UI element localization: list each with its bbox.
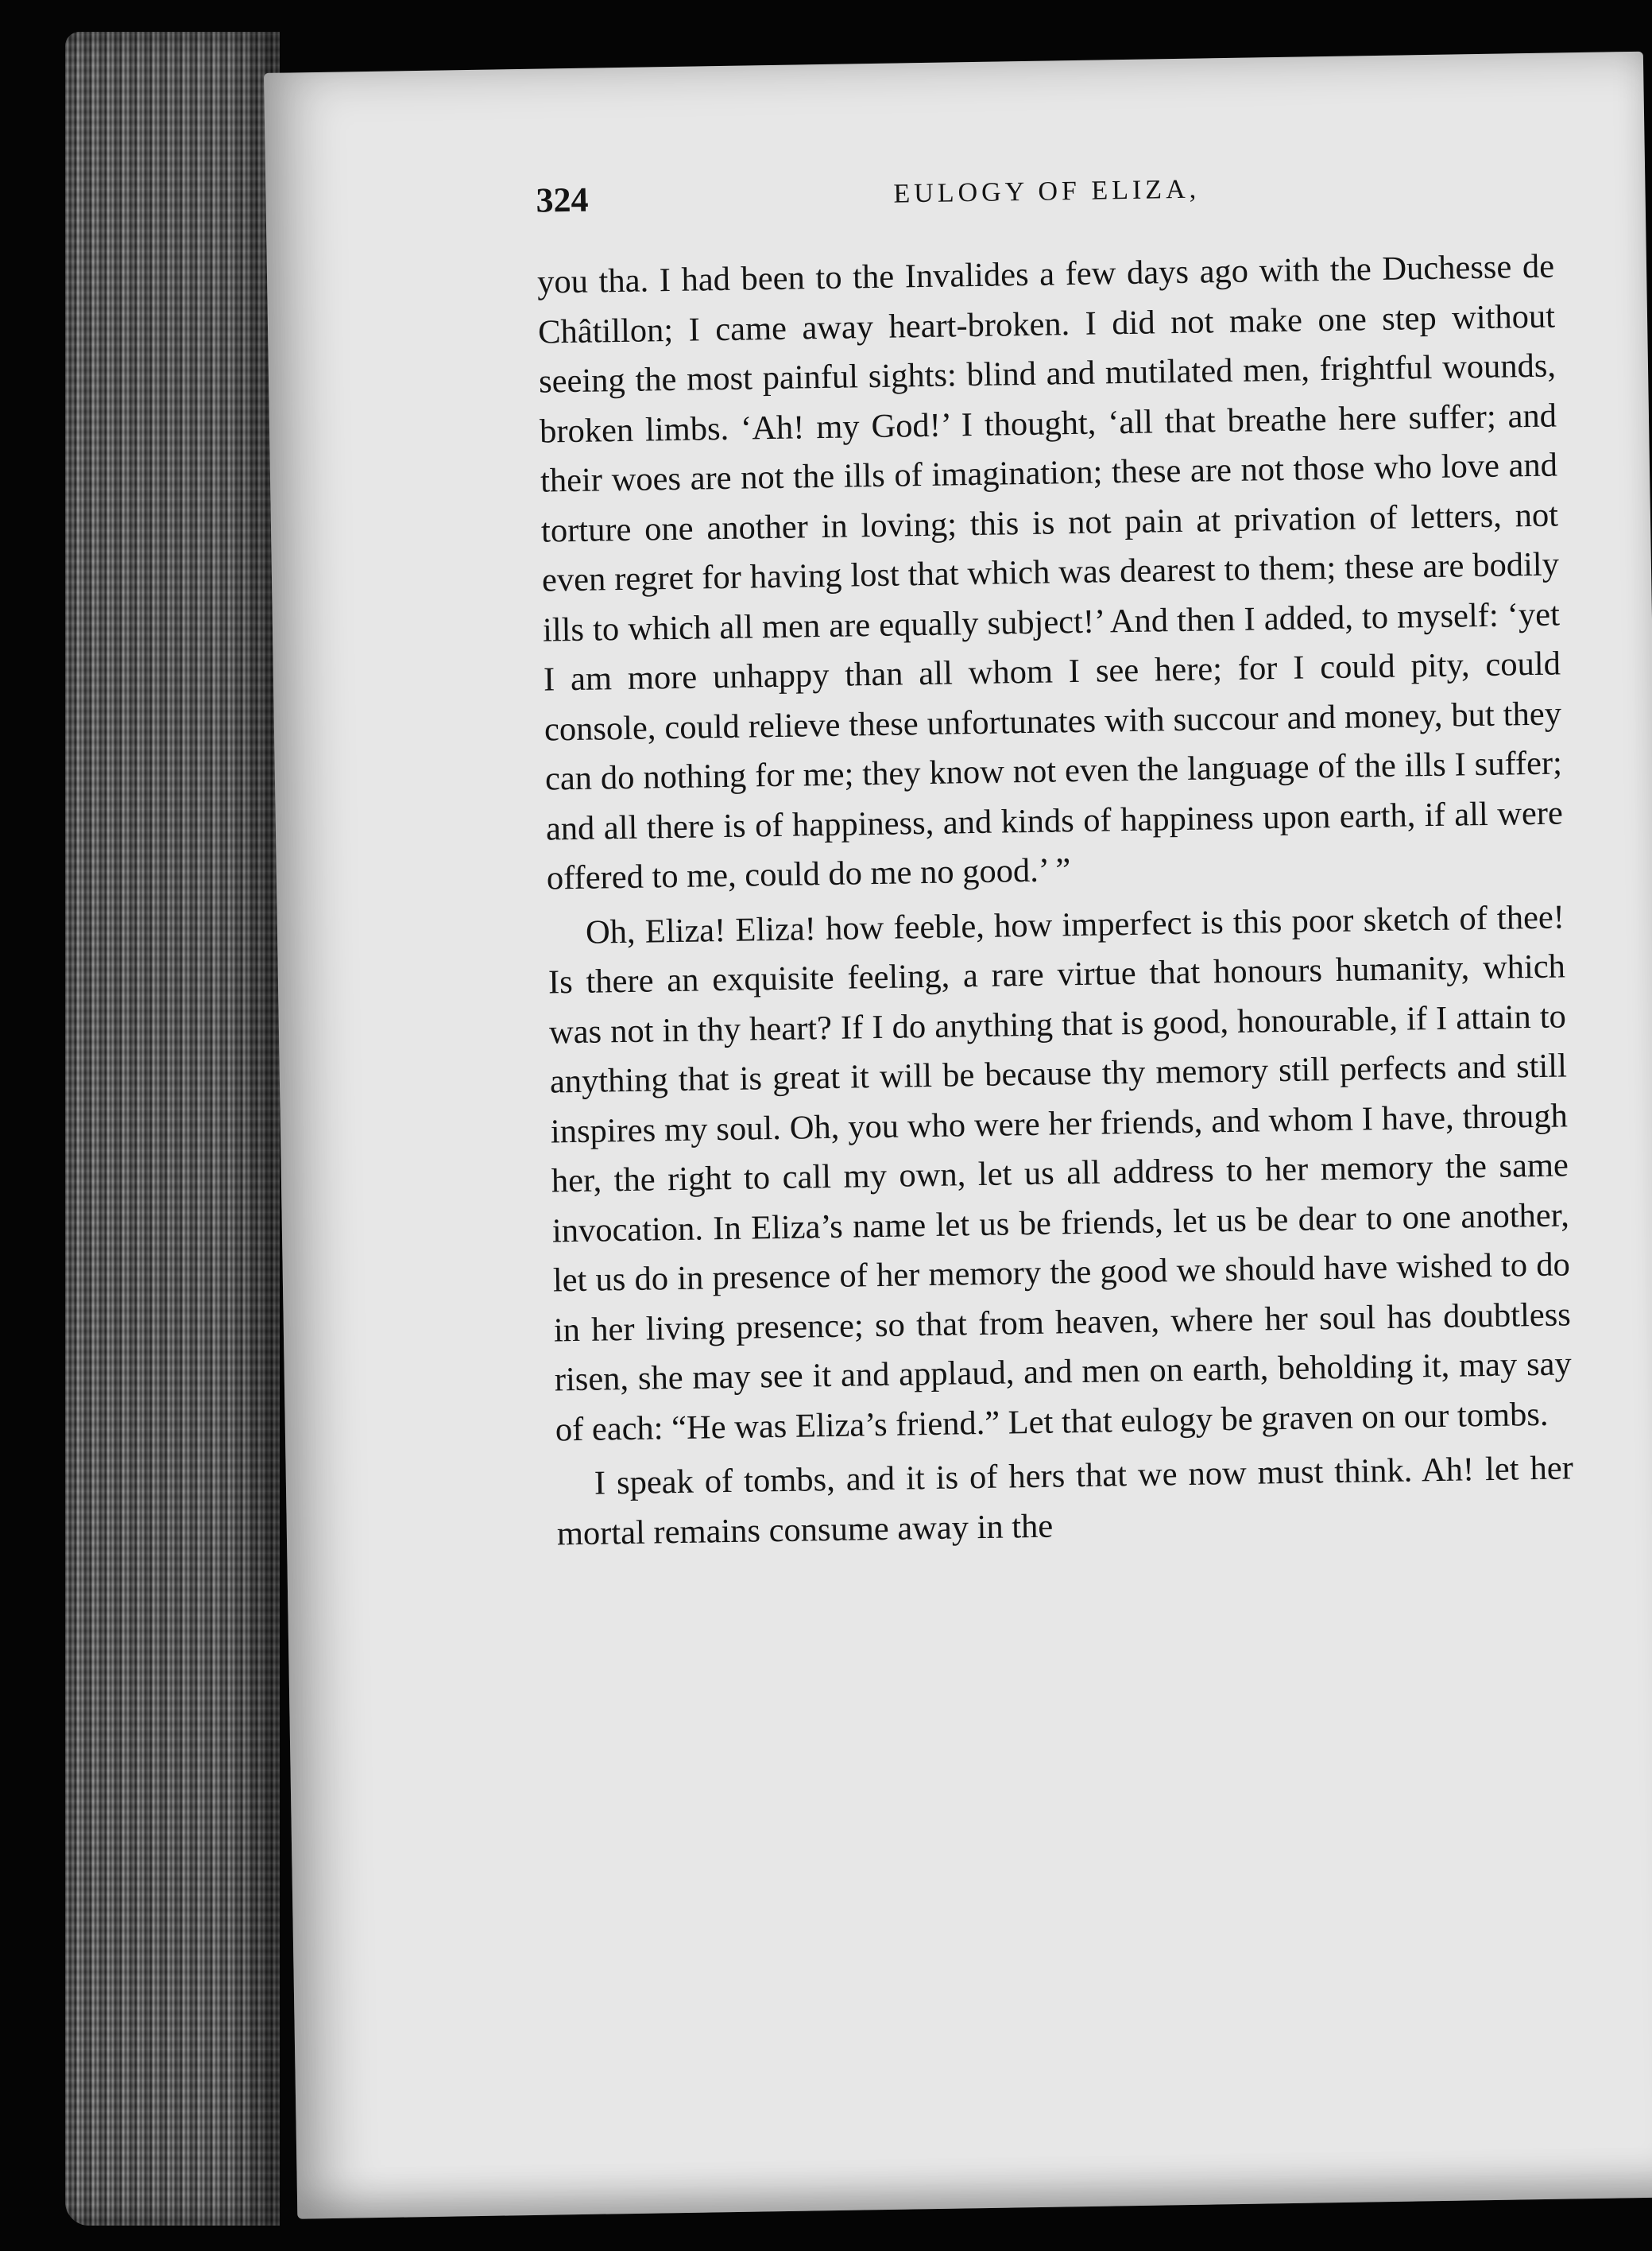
paragraph-continued: you tha. I had been to the Invalides a few days ago with the Duchesse de Châtillon; I came away heart-broken. I did not make one step without seeing the most painful sights: blind and mutilated men, frightful wounds, broken limbs. ‘Ah! my God!’ I thought, ‘all that breathe here suffer; and their woes are not the ills of imagination; these are not those who love and torture one another in loving; this is not pain at privation of letters, not even regret for having lost that which was dearest to them; these are bodily ills to which all men are equally subject!’ And then I added, to myself: ‘yet I am more unhappy than all whom I see here; for I could pity, could console, could relieve these unfortunates with succour and money, but they can do nothing for me; they know not even the language of the ills I suffer; and all there is of happiness, and kinds of happiness upon earth, if all were offered to me, could do me no good.’ ”: [536, 247, 1564, 897]
running-head: [536, 165, 1553, 244]
page-content: [536, 165, 1574, 1559]
body-text: [537, 242, 1575, 1559]
page-number: 324: [536, 180, 589, 220]
paragraph-eliza: Oh, Eliza! Eliza! how feeble, how imperfect is this poor sketch of thee! Is there an exquisite feeling, a rare virtue that honours humanity, which was not in thy heart? If I do anything that is good, honourable, if I attain to anything that is great it will be because thy memory still perfects and still inspires my soul. Oh, you who were her friends, and whom I have, through her, the right to call my own, let us all address to her memory the same invocation. In Eliza’s name let us be friends, let us be dear to one another, let us do in presence of her memory the good we should have wished to do in her living presence; so that from heaven, where her soul has doubtless risen, she may see it and applaud, and men on earth, beholding it, may say of each: “He was Eliza’s friend.” Let that eulogy be graven on our tombs.: [547, 897, 1573, 1448]
book-page-edges: [65, 32, 280, 2226]
book-page: [264, 52, 1652, 2219]
paragraph-tombs: I speak of tombs, and it is of hers that we now must think. Ah! let her mortal remains consume away in the: [556, 1449, 1574, 1552]
running-title: EULOGY OF ELIZA,: [893, 174, 1201, 209]
